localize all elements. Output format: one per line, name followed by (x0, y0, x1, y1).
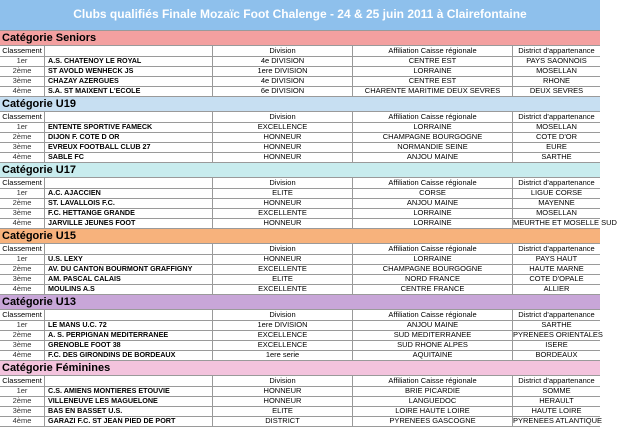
column-header-division: Division (213, 178, 353, 189)
table-row (0, 188, 600, 198)
cell-affiliation: ANJOU MAINE (353, 198, 513, 209)
cell-district: COTE D'OPALE (513, 274, 600, 285)
table-row (0, 142, 600, 152)
column-header-affiliation: Affiliation Caisse régionale (353, 310, 513, 321)
cell-place: 2ème (0, 330, 45, 341)
column-header-rank: Classement (0, 310, 45, 321)
table-row (0, 330, 603, 340)
cell-district: EURE (513, 142, 600, 153)
cell-division: 4e DIVISION (213, 76, 353, 87)
column-header-affiliation: Affiliation Caisse régionale (353, 46, 513, 57)
cell-club: AV. DU CANTON BOURMONT GRAFFIGNY (45, 264, 213, 275)
table-row (0, 350, 600, 360)
cell-affiliation: NORD FRANCE (353, 274, 513, 285)
cell-affiliation: CHAMPAGNE BOURGOGNE (353, 264, 513, 275)
cell-district: PAYS HAUT (513, 254, 600, 265)
cell-division: 1ere serie (213, 350, 353, 361)
cell-club: DIJON F. COTE D OR (45, 132, 213, 143)
cell-district: MOSELLAN (513, 122, 600, 133)
cell-division: EXCELLENTE (213, 208, 353, 219)
column-header-rank: Classement (0, 46, 45, 57)
cell-affiliation: CHARENTE MARITIME DEUX SEVRES (353, 86, 513, 97)
cell-place: 2ème (0, 66, 45, 77)
cell-club: GARAZI F.C. ST JEAN PIED DE PORT (45, 416, 213, 427)
cell-division: 1ere DIVISION (213, 66, 353, 77)
cell-place: 4ème (0, 152, 45, 163)
cell-place: 3ème (0, 340, 45, 351)
table-row (0, 122, 600, 132)
cell-division: 1ere DIVISION (213, 320, 353, 331)
cell-club: A.S. CHATENOY LE ROYAL (45, 56, 213, 67)
table-row (0, 132, 600, 142)
cell-division: ELITE (213, 188, 353, 199)
column-header-affiliation: Affiliation Caisse régionale (353, 376, 513, 387)
table-row (0, 386, 600, 396)
cell-affiliation: CENTRE FRANCE (353, 284, 513, 295)
cell-division: EXCELLENCE (213, 340, 353, 351)
cell-district: COTE D'OR (513, 132, 600, 143)
table-row (0, 254, 600, 264)
cell-district: MOSELLAN (513, 66, 600, 77)
cell-district: DEUX SEVRES (513, 86, 600, 97)
cell-affiliation: CENTRE EST (353, 56, 513, 67)
column-header-affiliation: Affiliation Caisse régionale (353, 244, 513, 255)
cell-place: 3ème (0, 208, 45, 219)
column-header-rank: Classement (0, 376, 45, 387)
table-row (0, 218, 617, 228)
table-row (0, 56, 600, 66)
category-header: Catégorie Seniors (0, 30, 600, 46)
cell-place: 2ème (0, 198, 45, 209)
column-header-row (0, 46, 600, 56)
table-row (0, 76, 600, 86)
column-header-division: Division (213, 376, 353, 387)
cell-club: F.C. DES GIRONDINS DE BORDEAUX (45, 350, 213, 361)
cell-affiliation: NORMANDIE SEINE (353, 142, 513, 153)
cell-club: VILLENEUVE LES MAGUELONE (45, 396, 213, 407)
cell-affiliation: LORRAINE (353, 218, 513, 229)
qualified-clubs-tables (0, 30, 617, 426)
cell-club: ENTENTE SPORTIVE FAMECK (45, 122, 213, 133)
table-row (0, 264, 600, 274)
cell-affiliation: LORRAINE (353, 208, 513, 219)
table-row (0, 86, 600, 96)
column-header-rank: Classement (0, 112, 45, 123)
cell-club: F.C. HETTANGE GRANDE (45, 208, 213, 219)
table-row (0, 66, 600, 76)
cell-club: U.S. LEXY (45, 254, 213, 265)
cell-affiliation: LORRAINE (353, 254, 513, 265)
table-row (0, 416, 603, 426)
cell-district: PAYS SAONNOIS (513, 56, 600, 67)
cell-place: 4ème (0, 416, 45, 427)
cell-affiliation: LORRAINE (353, 122, 513, 133)
cell-affiliation: AQUITAINE (353, 350, 513, 361)
column-header-division: Division (213, 310, 353, 321)
category-header: Catégorie U13 (0, 294, 600, 310)
cell-place: 1er (0, 320, 45, 331)
cell-district: RHONE (513, 76, 600, 87)
cell-club: LE MANS U.C. 72 (45, 320, 213, 331)
category-header: Catégorie U15 (0, 228, 600, 244)
cell-affiliation: LORRAINE (353, 66, 513, 77)
cell-division: EXCELLENTE (213, 284, 353, 295)
column-header-affiliation: Affiliation Caisse régionale (353, 178, 513, 189)
cell-division: ELITE (213, 406, 353, 417)
category-section-feminines (0, 360, 603, 426)
cell-affiliation: SUD MEDITERRANEE (353, 330, 513, 341)
cell-division: DISTRICT (213, 416, 353, 427)
cell-place: 2ème (0, 132, 45, 143)
cell-division: HONNEUR (213, 218, 353, 229)
category-header: Catégorie U19 (0, 96, 600, 112)
column-header-district: District d'appartenance (513, 310, 600, 321)
category-section-u13 (0, 294, 603, 360)
cell-division: 4e DIVISION (213, 56, 353, 67)
cell-division: EXCELLENCE (213, 122, 353, 133)
cell-district: ISERE (513, 340, 600, 351)
cell-club: A. S. PERPIGNAN MEDITERRANEE (45, 330, 213, 341)
cell-district: PYRENEES ATLANTIQUE (513, 416, 603, 425)
column-header-affiliation: Affiliation Caisse régionale (353, 112, 513, 123)
column-header-district: District d'appartenance (513, 112, 600, 123)
cell-club: GRENOBLE FOOT 38 (45, 340, 213, 351)
cell-division: HONNEUR (213, 142, 353, 153)
cell-district: LIGUE CORSE (513, 188, 600, 199)
cell-affiliation: LANGUEDOC (353, 396, 513, 407)
cell-affiliation: PYRENEES GASCOGNE (353, 416, 513, 427)
cell-club: EVREUX FOOTBALL CLUB 27 (45, 142, 213, 153)
cell-place: 4ème (0, 284, 45, 295)
cell-club: C.S. AMIENS MONTIERES ETOUVIE (45, 386, 213, 397)
category-section-u17 (0, 162, 617, 228)
cell-affiliation: CHAMPAGNE BOURGOGNE (353, 132, 513, 143)
cell-club: CHAZAY AZERGUES (45, 76, 213, 87)
cell-district: MAYENNE (513, 198, 600, 209)
cell-place: 2ème (0, 396, 45, 407)
cell-district: MOSELLAN (513, 208, 600, 219)
cell-division: HONNEUR (213, 198, 353, 209)
cell-club: JARVILLE JEUNES FOOT (45, 218, 213, 229)
column-header-district: District d'appartenance (513, 178, 600, 189)
cell-affiliation: BRIE PICARDIE (353, 386, 513, 397)
category-section-u19 (0, 96, 600, 162)
column-header-division: Division (213, 244, 353, 255)
cell-place: 3ème (0, 142, 45, 153)
table-row (0, 152, 600, 162)
column-header-rank: Classement (0, 178, 45, 189)
cell-place: 3ème (0, 406, 45, 417)
cell-division: 6e DIVISION (213, 86, 353, 97)
table-row (0, 406, 600, 416)
table-row (0, 320, 600, 330)
cell-place: 4ème (0, 86, 45, 97)
cell-club: ST. LAVALLOIS F.C. (45, 198, 213, 209)
cell-affiliation: LOIRE HAUTE LOIRE (353, 406, 513, 417)
cell-club: S.A. ST MAIXENT L'ECOLE (45, 86, 213, 97)
cell-division: HONNEUR (213, 132, 353, 143)
cell-district: ALLIER (513, 284, 600, 295)
cell-district: SOMME (513, 386, 600, 397)
cell-place: 4ème (0, 218, 45, 229)
cell-affiliation: ANJOU MAINE (353, 152, 513, 163)
category-section-seniors (0, 30, 600, 96)
cell-place: 1er (0, 56, 45, 67)
cell-club: BAS EN BASSET U.S. (45, 406, 213, 417)
column-header-row (0, 376, 600, 386)
cell-district: SARTHE (513, 152, 600, 163)
column-header-rank: Classement (0, 244, 45, 255)
table-row (0, 396, 600, 406)
cell-club: MOULINS A.S (45, 284, 213, 295)
page-title: Clubs qualifiés Finale Mozaïc Foot Chalenge - 24 & 25 juin 2011 à Clairefontaine (0, 0, 600, 30)
cell-place: 1er (0, 122, 45, 133)
category-header: Catégorie Féminines (0, 360, 600, 376)
table-row (0, 208, 600, 218)
category-section-u15 (0, 228, 600, 294)
cell-division: EXCELLENCE (213, 330, 353, 341)
cell-division: HONNEUR (213, 254, 353, 265)
column-header-district: District d'appartenance (513, 244, 600, 255)
cell-district: MEURTHE ET MOSELLE SUD (513, 218, 617, 227)
cell-place: 1er (0, 188, 45, 199)
cell-district: HAUTE LOIRE (513, 406, 600, 417)
column-header-division: Division (213, 46, 353, 57)
column-header-district: District d'appartenance (513, 46, 600, 57)
table-row (0, 198, 600, 208)
cell-division: ELITE (213, 274, 353, 285)
cell-club: SABLE FC (45, 152, 213, 163)
column-header-row (0, 310, 600, 320)
cell-district: PYRENEES ORIENTALES (513, 330, 603, 339)
cell-district: SARTHE (513, 320, 600, 331)
cell-district: BORDEAUX (513, 350, 600, 361)
category-header: Catégorie U17 (0, 162, 600, 178)
cell-place: 1er (0, 254, 45, 265)
cell-division: HONNEUR (213, 386, 353, 397)
cell-place: 3ème (0, 76, 45, 87)
cell-club: ST AVOLD WENHECK JS (45, 66, 213, 77)
cell-place: 2ème (0, 264, 45, 275)
cell-club: A.C. AJACCIEN (45, 188, 213, 199)
cell-division: HONNEUR (213, 152, 353, 163)
cell-division: EXCELLENTE (213, 264, 353, 275)
cell-affiliation: CORSE (353, 188, 513, 199)
cell-district: HAUTE MARNE (513, 264, 600, 275)
cell-division: HONNEUR (213, 396, 353, 407)
table-row (0, 340, 600, 350)
table-row (0, 284, 600, 294)
column-header-row (0, 244, 600, 254)
cell-place: 3ème (0, 274, 45, 285)
table-row (0, 274, 600, 284)
column-header-row (0, 112, 600, 122)
cell-club: AM. PASCAL CALAIS (45, 274, 213, 285)
cell-district: HERAULT (513, 396, 600, 407)
column-header-row (0, 178, 600, 188)
cell-place: 1er (0, 386, 45, 397)
cell-place: 4ème (0, 350, 45, 361)
cell-affiliation: CENTRE EST (353, 76, 513, 87)
column-header-district: District d'appartenance (513, 376, 600, 387)
cell-affiliation: SUD RHONE ALPES (353, 340, 513, 351)
column-header-division: Division (213, 112, 353, 123)
cell-affiliation: ANJOU MAINE (353, 320, 513, 331)
